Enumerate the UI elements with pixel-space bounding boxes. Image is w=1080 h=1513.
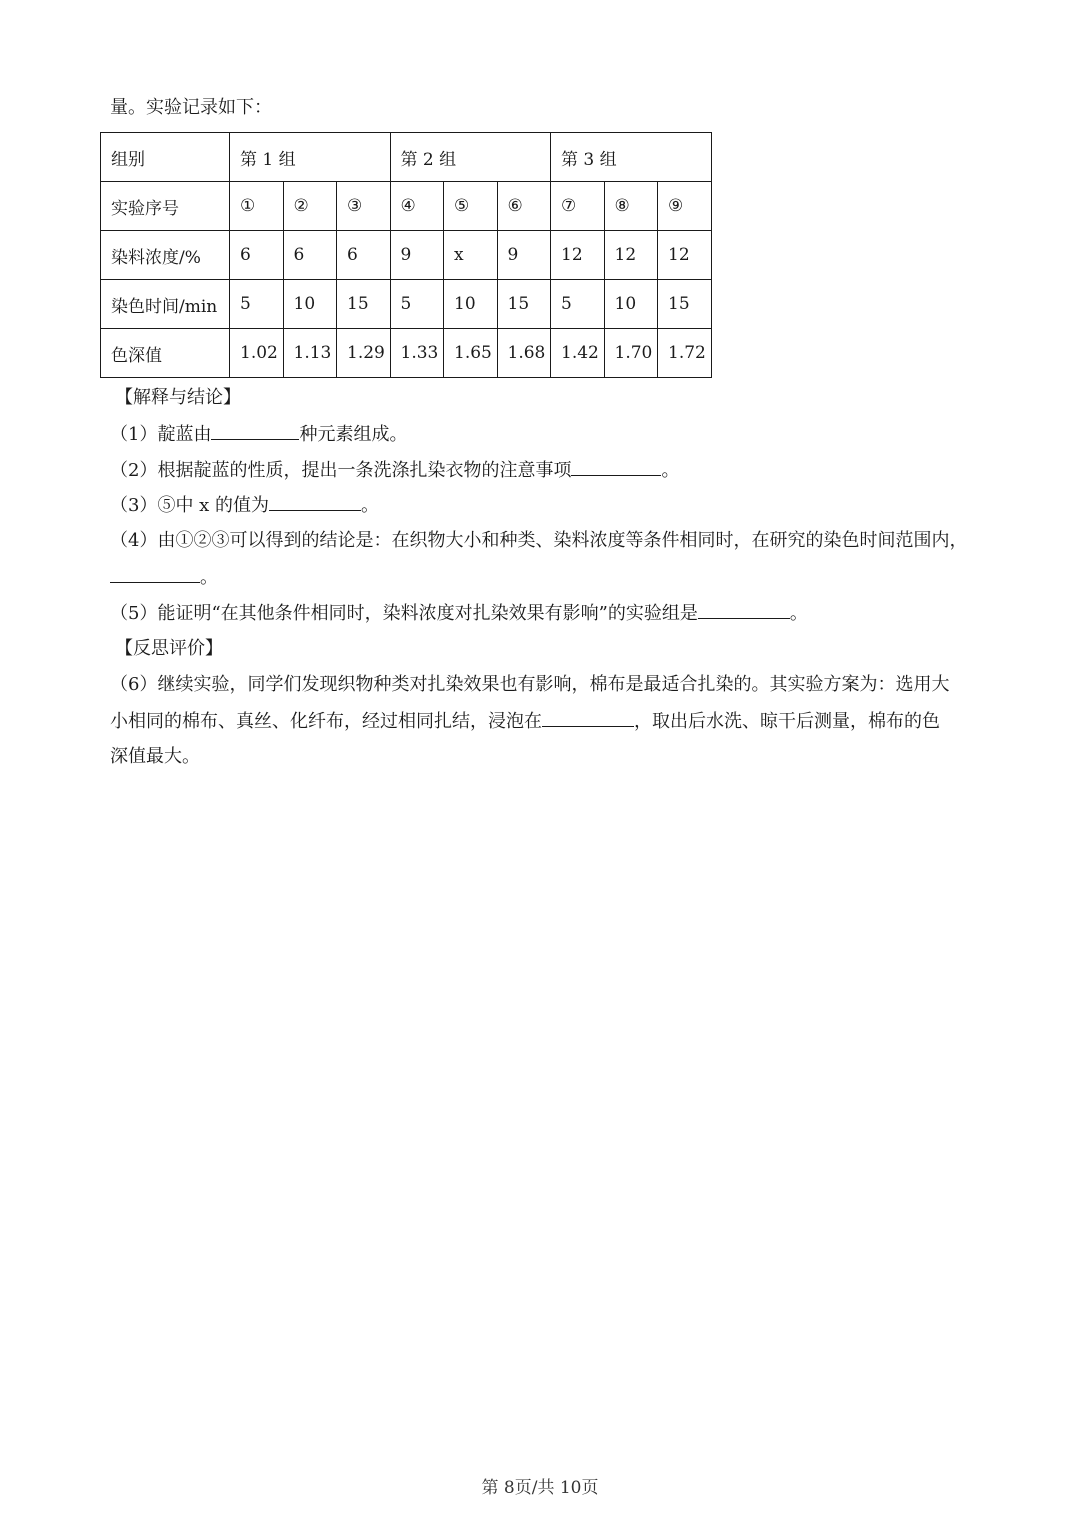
- question-text: 种元素组成。: [299, 424, 408, 445]
- question-text: （6）继续实验，同学们发现织物种类对扎染效果也有影响，棉布是最适合扎染的。其实验方案为：选用大: [110, 674, 950, 695]
- row-header: 染色时间/min: [101, 280, 230, 329]
- intro-text: 量。实验记录如下：: [110, 97, 272, 118]
- table-cell: ④: [390, 182, 444, 231]
- question-text: 小相同的棉布、真丝、化纤布，经过相同扎结，浸泡在: [110, 711, 542, 732]
- question-6-end: [110, 744, 200, 770]
- table-cell: 1.33: [390, 329, 444, 378]
- table-cell: 5: [551, 280, 605, 329]
- row-header: 色深值: [101, 329, 230, 378]
- question-text: ，取出后水洗、晾干后测量，棉布的色: [634, 711, 940, 732]
- table-cell: 1.65: [444, 329, 498, 378]
- table-cell: 5: [230, 280, 284, 329]
- question-text: （5）能证明“在其他条件相同时，染料浓度对扎染效果有影响”的实验组是: [110, 603, 698, 624]
- table-cell: 1.72: [658, 329, 712, 378]
- question-4: [110, 528, 967, 554]
- table-cell: 10: [283, 280, 337, 329]
- table-cell: 1.02: [230, 329, 284, 378]
- question-5: [110, 600, 808, 627]
- table-cell: ⑤: [444, 182, 498, 231]
- page-footer: 第 8页/共 10页: [481, 1478, 599, 1498]
- question-3: [110, 492, 379, 519]
- row-header: 组别: [101, 133, 230, 182]
- table-row: [101, 182, 712, 231]
- table-row: [101, 280, 712, 329]
- question-text: （4）由①②③可以得到的结论是：在织物大小和种类、染料浓度等条件相同时，在研究的染色时间范围内，: [110, 530, 968, 551]
- table-row: [101, 133, 712, 182]
- table-cell: ⑨: [658, 182, 712, 231]
- question-text: 深值最大。: [110, 746, 200, 767]
- experiment-table: [100, 132, 712, 378]
- table-cell: 10: [444, 280, 498, 329]
- group-header: 第 3 组: [551, 133, 712, 182]
- question-6: [110, 672, 949, 698]
- table-cell: 15: [497, 280, 551, 329]
- group-header: 第 2 组: [390, 133, 551, 182]
- question-text: （1）靛蓝由: [110, 424, 212, 445]
- table-cell: 6: [230, 231, 284, 280]
- question-text: （3）⑤中 x 的值为: [110, 495, 270, 516]
- table-cell: 1.42: [551, 329, 605, 378]
- table-cell: 15: [658, 280, 712, 329]
- table-cell: 12: [604, 231, 658, 280]
- table-row: [101, 231, 712, 280]
- answer-blank[interactable]: [698, 600, 790, 619]
- table-cell: 9: [390, 231, 444, 280]
- table-cell: 1.68: [497, 329, 551, 378]
- table-cell: 1.70: [604, 329, 658, 378]
- table-cell: 12: [658, 231, 712, 280]
- table-cell: ①: [230, 182, 284, 231]
- row-header: 染料浓度/%: [101, 231, 230, 280]
- row-header: 实验序号: [101, 182, 230, 231]
- question-text: （2）根据靛蓝的性质，提出一条洗涤扎染衣物的注意事项: [110, 460, 572, 481]
- table-cell: ⑦: [551, 182, 605, 231]
- table-cell: ⑧: [604, 182, 658, 231]
- table-cell: 1.13: [283, 329, 337, 378]
- section-heading-reflect: 【反思评价】: [115, 638, 223, 659]
- question-2: [110, 457, 679, 484]
- table-cell: 15: [337, 280, 391, 329]
- answer-blank[interactable]: [542, 708, 634, 727]
- table-row: [101, 329, 712, 378]
- table-cell: 9: [497, 231, 551, 280]
- table-cell: ③: [337, 182, 391, 231]
- group-header: 第 1 组: [230, 133, 391, 182]
- table-cell: 10: [604, 280, 658, 329]
- section-heading-explain: 【解释与结论】: [115, 387, 241, 408]
- question-4-continued: [110, 564, 218, 591]
- question-text: 。: [361, 495, 380, 516]
- question-1: [110, 421, 407, 448]
- question-6-continued: [110, 708, 940, 735]
- table-cell: 1.29: [337, 329, 391, 378]
- table-cell: 6: [337, 231, 391, 280]
- table-cell: 12: [551, 231, 605, 280]
- answer-blank[interactable]: [110, 564, 200, 583]
- answer-blank[interactable]: [571, 457, 661, 476]
- table-cell: ⑥: [497, 182, 551, 231]
- answer-blank[interactable]: [269, 492, 361, 511]
- table-cell: 5: [390, 280, 444, 329]
- table-cell: ②: [283, 182, 337, 231]
- table-cell: 6: [283, 231, 337, 280]
- question-text: 。: [661, 460, 680, 481]
- question-text: 。: [200, 567, 218, 588]
- question-text: 。: [789, 603, 808, 624]
- table-cell: x: [444, 231, 498, 280]
- answer-blank[interactable]: [211, 421, 299, 440]
